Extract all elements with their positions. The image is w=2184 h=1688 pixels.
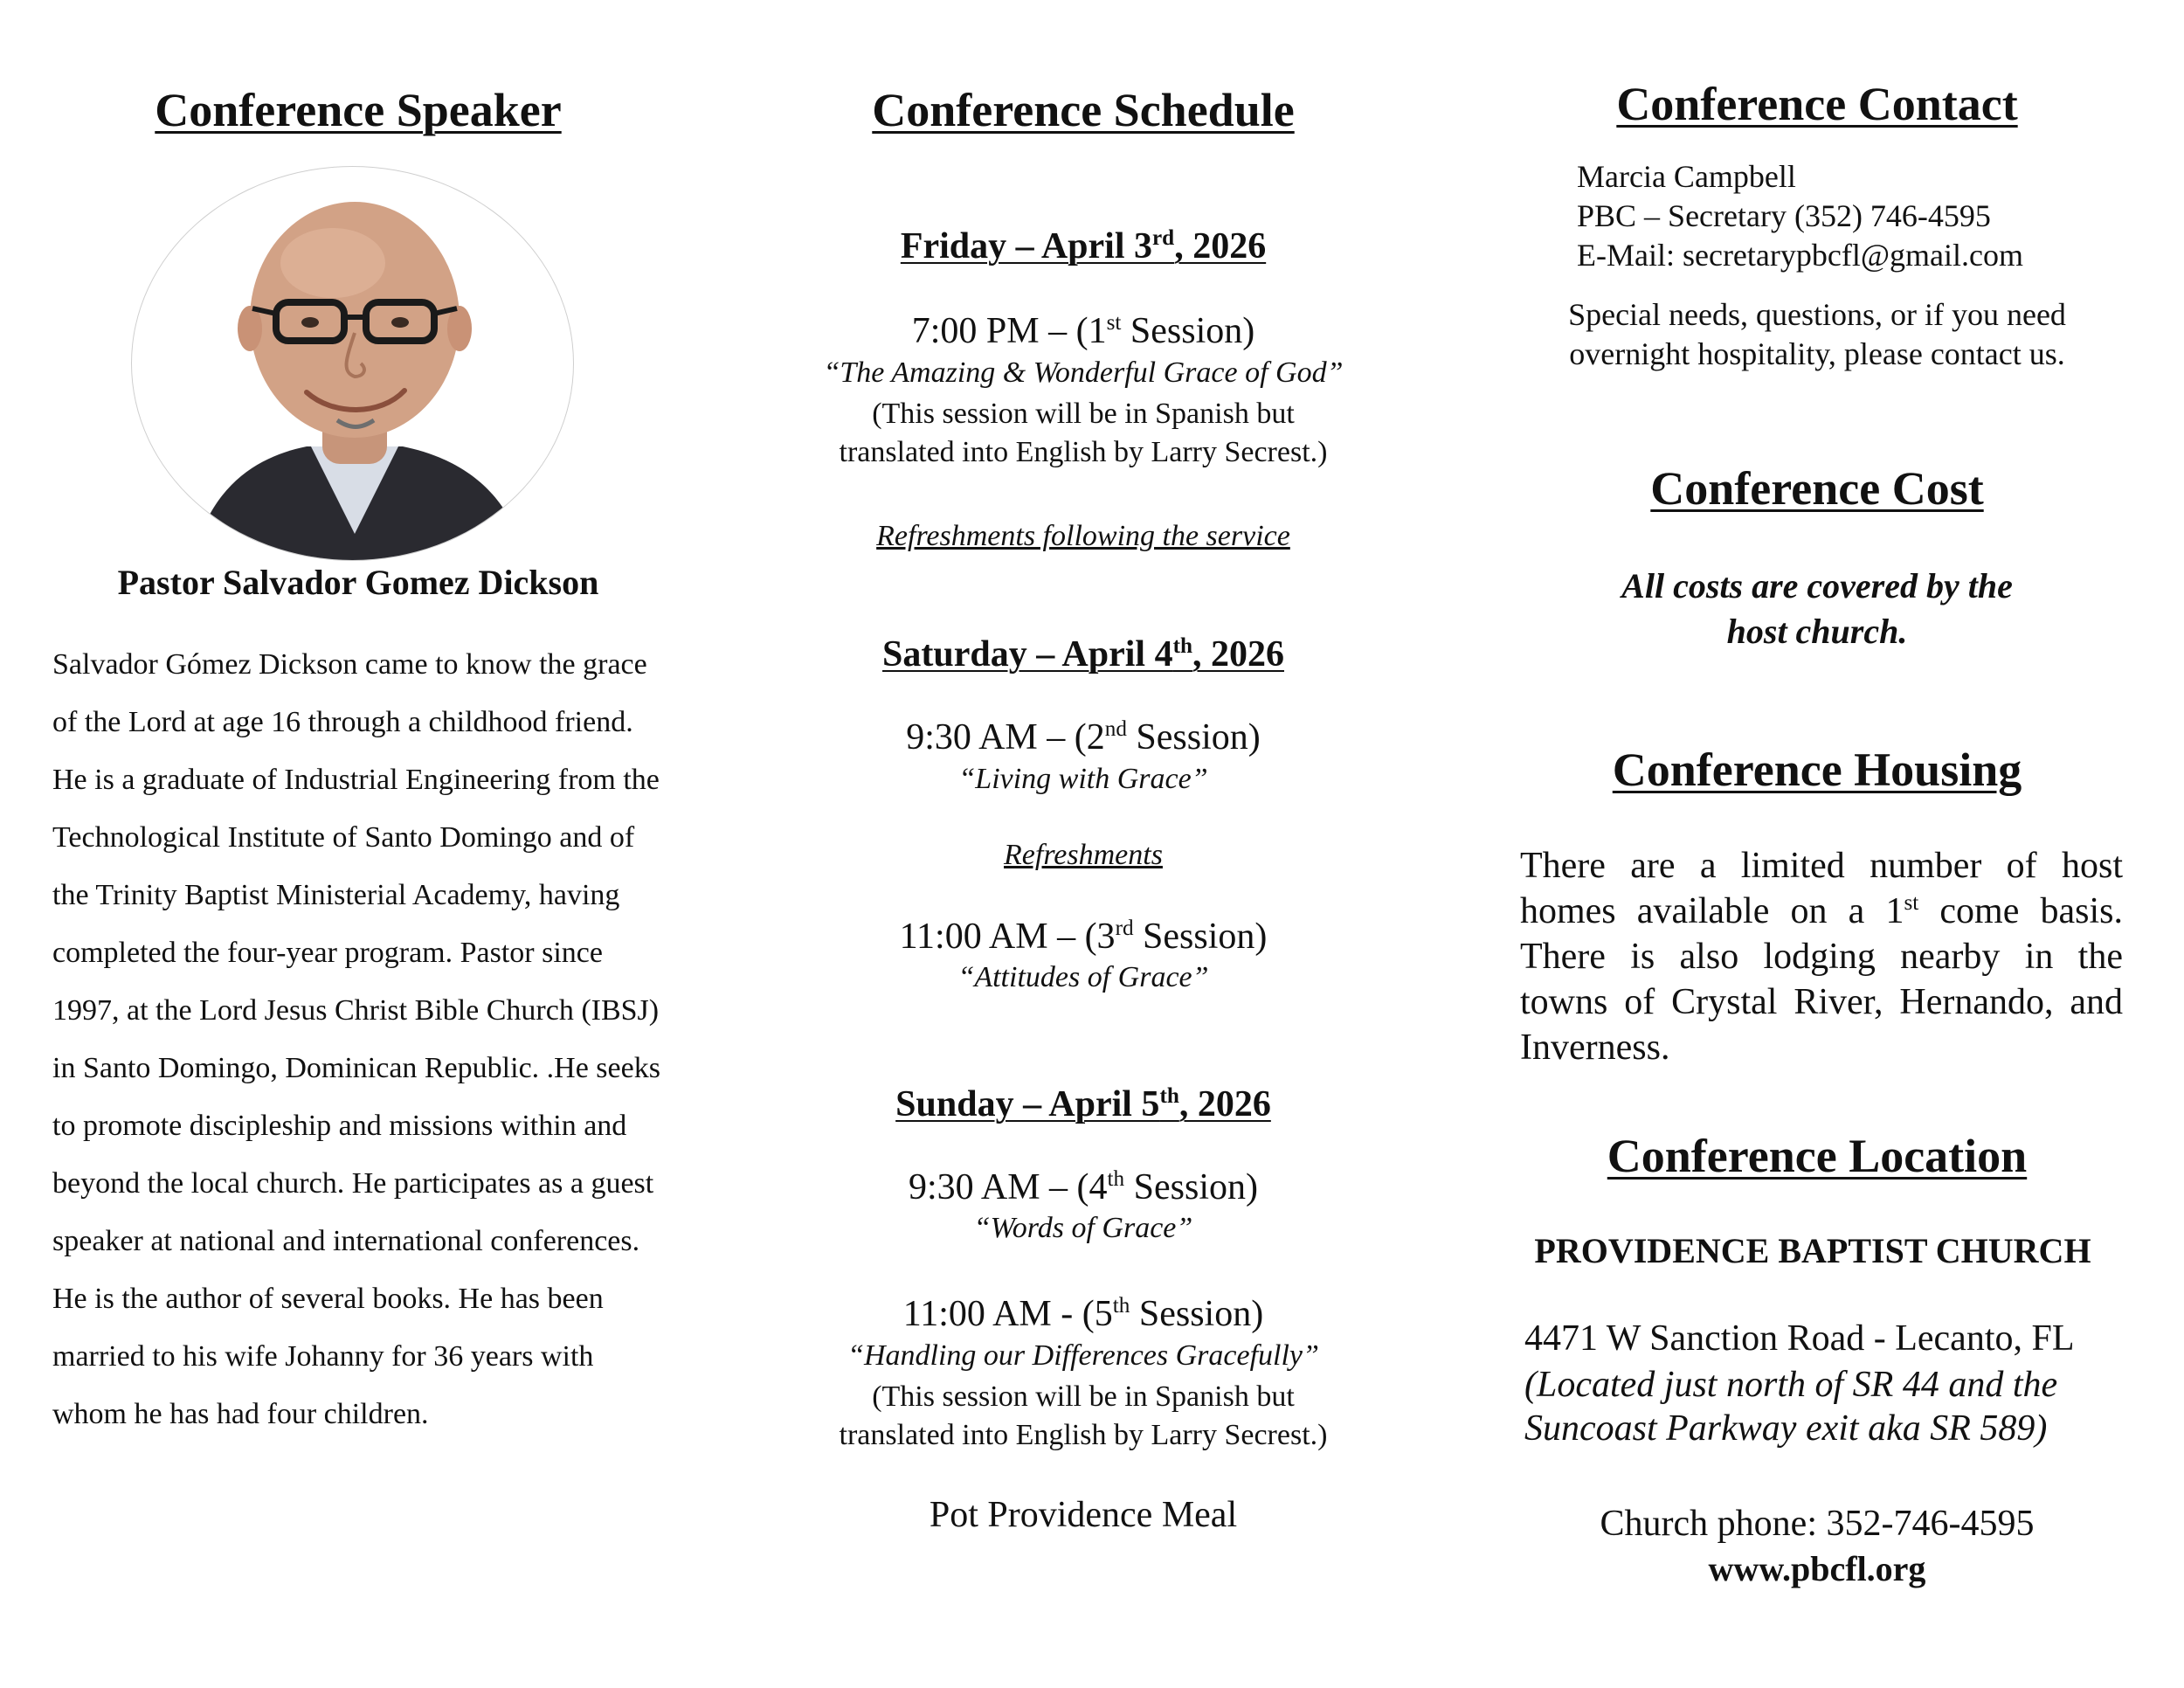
session-3-label: Session) xyxy=(1133,917,1268,957)
info-column xyxy=(1503,0,2132,1688)
church-address: 4471 W Sanction Road - Lecanto, FL xyxy=(1524,1318,2075,1359)
session-4-time xyxy=(769,1166,1398,1208)
saturday-heading xyxy=(769,633,1398,675)
cost-line-1: All costs are covered by the xyxy=(1621,566,2013,605)
sunday-year: , 2026 xyxy=(1178,1084,1271,1124)
friday-refreshments: Refreshments following the service xyxy=(876,520,1290,552)
contact-note-line-1: Special needs, questions, or if you need xyxy=(1568,297,2066,332)
contact-heading: Conference Contact xyxy=(1616,78,2018,130)
session-1-label: Session) xyxy=(1121,311,1255,351)
session-5-title: “Handling our Differences Gracefully” xyxy=(847,1339,1319,1372)
housing-heading: Conference Housing xyxy=(1612,744,2022,796)
session-1-time-text: 7:00 PM – (1 xyxy=(911,311,1107,351)
saturday-refreshments: Refreshments xyxy=(1004,839,1163,871)
contact-role-phone: PBC – Secretary (352) 746-4595 xyxy=(1577,198,1991,233)
church-website[interactable]: www.pbcfl.org xyxy=(1708,1549,1926,1588)
church-phone: Church phone: 352-746-4595 xyxy=(1600,1504,2035,1544)
location-note-line-2: Suncoast Parkway exit aka SR 589) xyxy=(1524,1408,2048,1449)
session-2-title: “Living with Grace” xyxy=(958,763,1208,795)
pot-providence-meal: Pot Providence Meal xyxy=(929,1495,1238,1535)
session-5-note-line-1: (This session will be in Spanish but xyxy=(872,1380,1295,1413)
cost-line-2: host church. xyxy=(1726,612,1908,651)
housing-text xyxy=(1520,843,2123,1070)
contact-name: Marcia Campbell xyxy=(1577,159,1796,194)
saturday-date-suffix: th xyxy=(1172,634,1192,658)
session-4-ordinal: th xyxy=(1107,1167,1125,1191)
session-1-note-line-1: (This session will be in Spanish but xyxy=(872,398,1295,430)
session-5-time-text: 11:00 AM - (5 xyxy=(902,1294,1113,1334)
session-3-title: “Attitudes of Grace” xyxy=(957,961,1209,993)
friday-date: Friday – April 3 xyxy=(900,226,1152,266)
friday-heading xyxy=(769,225,1398,267)
session-1-note-line-2: translated into English by Larry Secrest.) xyxy=(839,436,1328,468)
session-1-time xyxy=(769,310,1398,352)
cost-heading: Conference Cost xyxy=(1650,462,1984,515)
session-5-note-line-2: translated into English by Larry Secrest.) xyxy=(839,1419,1328,1451)
session-3-ordinal: rd xyxy=(1115,917,1134,940)
session-4-time-text: 9:30 AM – (4 xyxy=(909,1167,1108,1207)
cost-text xyxy=(1503,564,2132,654)
contact-details xyxy=(1577,157,2132,275)
church-name: PROVIDENCE BAPTIST CHURCH xyxy=(1534,1231,2091,1270)
session-2-label: Session) xyxy=(1126,717,1261,758)
session-5-label: Session) xyxy=(1130,1294,1264,1334)
session-2-time xyxy=(769,716,1398,758)
sunday-heading xyxy=(769,1083,1398,1125)
session-5-ordinal: th xyxy=(1112,1294,1130,1318)
contact-note xyxy=(1503,295,2132,374)
schedule-column xyxy=(769,0,1398,1688)
location-note-line-1: (Located just north of SR 44 and the xyxy=(1524,1365,2058,1405)
saturday-date: Saturday – April 4 xyxy=(882,634,1173,675)
friday-date-suffix: rd xyxy=(1152,226,1175,250)
location-heading: Conference Location xyxy=(1607,1130,2028,1182)
session-1-title: “The Amazing & Wonderful Grace of God” xyxy=(823,356,1344,389)
session-2-time-text: 9:30 AM – (2 xyxy=(906,717,1105,758)
session-3-time-text: 11:00 AM – (3 xyxy=(899,917,1116,957)
sunday-date: Sunday – April 5 xyxy=(895,1084,1160,1124)
session-5-time xyxy=(769,1293,1398,1335)
speaker-portrait-image xyxy=(132,167,573,560)
speaker-photo xyxy=(131,166,574,561)
housing-ordinal: st xyxy=(1904,891,1919,915)
contact-email: E-Mail: secretarypbcfl@gmail.com xyxy=(1577,238,2023,273)
session-4-label: Session) xyxy=(1124,1167,1258,1207)
friday-year: , 2026 xyxy=(1174,226,1267,266)
schedule-heading: Conference Schedule xyxy=(872,84,1295,136)
housing-text-part-1: There are a limited number of host homes available on a 1 xyxy=(1520,846,2123,931)
session-3-time xyxy=(769,916,1398,958)
session-1-ordinal: st xyxy=(1106,311,1122,335)
session-2-ordinal: nd xyxy=(1104,717,1127,741)
contact-note-line-2: overnight hospitality, please contact us. xyxy=(1569,336,2065,371)
speaker-column xyxy=(52,0,664,1688)
speaker-name: Pastor Salvador Gomez Dickson xyxy=(117,563,599,602)
speaker-heading: Conference Speaker xyxy=(155,84,562,136)
saturday-year: , 2026 xyxy=(1192,634,1284,675)
sunday-date-suffix: th xyxy=(1159,1084,1179,1108)
speaker-bio: Salvador Gómez Dickson came to know the grace of the Lord at age 16 through a childhood friend. He is a graduate of Industrial Engineering from the Technological Institute of Santo Domingo and of the Trinity Baptist Ministerial Academy, having completed the four-year program. Pastor since 1997, at the Lord Jesus Christ Bible Church (IBSJ) in Santo Domingo, Dominican Republic. .He seeks to promote discipleship and missions within and beyond the local church. He participates as a guest speaker at national and international conferences. He is the author of several books. He has been married to his wife Johanny for 36 years with whom he has had four children. xyxy=(52,648,660,1430)
session-4-title: “Words of Grace” xyxy=(973,1212,1193,1244)
location-note xyxy=(1524,1363,2132,1450)
housing-text-part-2: come basis. There is also lodging nearby in the towns of Crystal River, Hernando, and Inverness. xyxy=(1520,891,2124,1068)
